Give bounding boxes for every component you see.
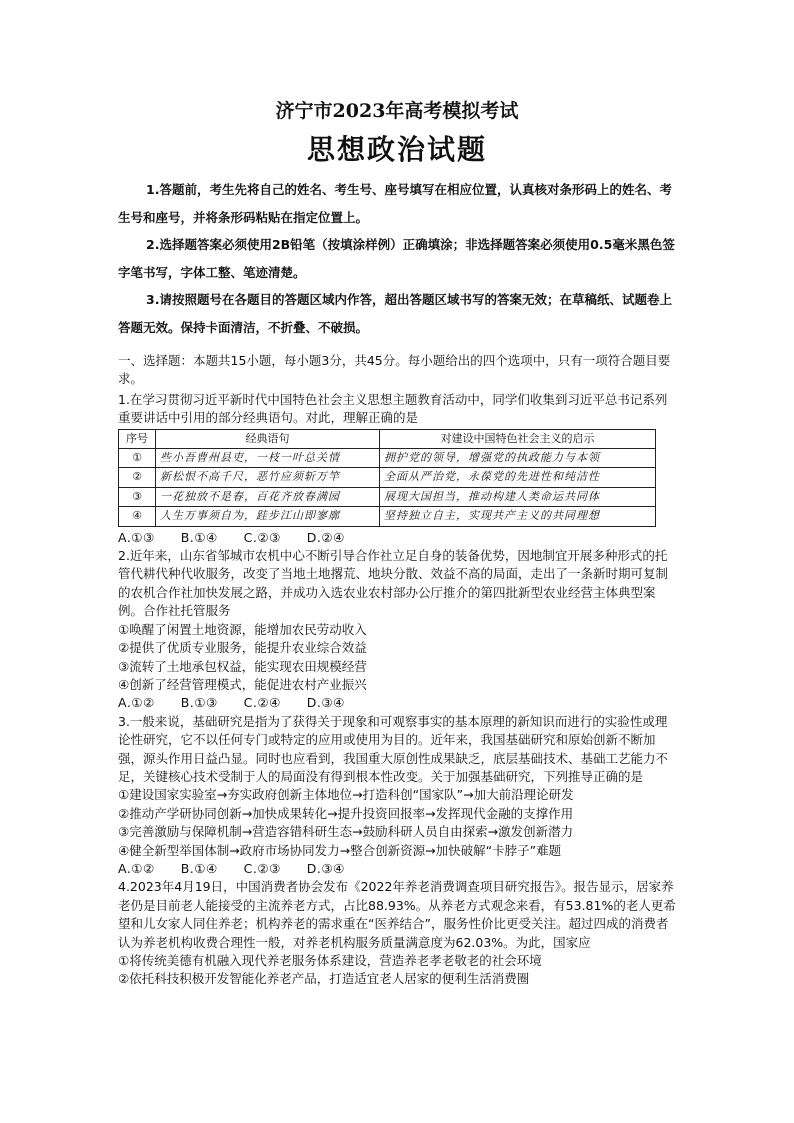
table-cell: 拥护党的领导，增强党的执政能力与本领 (380, 449, 656, 468)
q1-table (118, 429, 656, 527)
q2-options: A.①② B.①③ C.②④ D.③④ (118, 695, 345, 711)
q3-stem: 3.一般来说，基础研究是指为了获得关于现象和可观察事实的基本原理的新知识而进行的实验性或理论性研究，它不以任何专门或特定的应用或使用为目的。近年来，我国基础研究和原始创新不断加强，源头作用日益凸显。同时也应看到，我国重大原创性成果缺乏，底层基础技术、基础工艺能力不足，关键核心技术受制于人的局面没有得到根本性改变。关于加强基础研究，下列推导正确的是 (118, 713, 669, 784)
q2-stem: 2.近年来，山东省邹城市农机中心不断引导合作社立足自身的装备优势，因地制宜开展多种形式的托管代耕代种代收服务，改变了当地土地撂荒、地块分散、效益不高的局面，走出了一条新时期可复制的农机合作社加快发展之路，并成功入选农业农村部办公厅推介的第四批新型农业经营主体典型案例。合作社托管服务 (118, 548, 669, 619)
q2-item: ①唤醒了闲置土地资源，能增加农民劳动收入 (118, 621, 367, 637)
table-cell: 新松恨不高千尺，恶竹应须斩万竿 (156, 468, 380, 487)
table-cell: ③ (119, 487, 156, 506)
q2-item: ③流转了土地承包权益，能实现农田规模经营 (118, 658, 367, 674)
table-cell: 些小吾曹州县吏，一枝一叶总关情 (156, 449, 380, 468)
table-cell: 一花独放不是春，百花齐放春满园 (156, 487, 380, 506)
section-heading: 一、选择题：本题共15小题，每小题3分，共45分。每小题给出的四个选项中，只有一项符合题目要求。 (118, 353, 671, 387)
table-row (119, 507, 656, 526)
table-cell: ② (119, 468, 156, 487)
instruction-1: 1.答题前，考生先将自己的姓名、考生号、座号填写在相应位置，认真核对条形码上的姓名、考生号和座号，并将条形码粘贴在指定位置上。 (118, 182, 672, 225)
q3-item: ③完善激励与保障机制→营造容错科研生态→鼓励科研人员自由探索→激发创新潜力 (118, 824, 574, 840)
table-cell: ④ (119, 507, 156, 526)
q3-options: A.①② B.①④ C.②③ D.③④ (118, 860, 345, 876)
exam-instructions (118, 176, 684, 341)
q3-item: ①建设国家实验室→夯实政府创新主体地位→打造科创“国家队”→加大前沿理论研发 (118, 787, 574, 803)
q4-item: ①将传统美德有机融入现代养老服务体系建设，营造养老孝老敬老的社会环境 (118, 953, 542, 968)
table-cell: 人生万事须自为，跬步江山即寥廓 (156, 507, 380, 526)
col-header-quote: 经典语句 (156, 429, 380, 448)
instruction-3: 3.请按照题号在各题目的答题区域内作答，超出答题区域书写的答案无效；在草稿纸、试题卷上答题无效。保持卡面清洁，不折叠、不破损。 (118, 292, 672, 335)
q2-item: ④创新了经营管理模式，能促进农村产业振兴 (118, 676, 367, 692)
instruction-2: 2.选择题答案必须使用2B铅笔（按填涂样例）正确填涂；非选择题答案必须使用0.5毫米黑色签字笔书写，字体工整、笔迹清楚。 (118, 237, 675, 280)
q2-item: ②提供了优质专业服务，能提升农业综合效益 (118, 640, 367, 656)
table-cell: 全面从严治党，永葆党的先进性和纯洁性 (380, 468, 656, 487)
table-cell: 展现大国担当，推动构建人类命运共同体 (380, 487, 656, 506)
exam-subject: 思想政治试题 (306, 133, 487, 166)
q4-item: ②依托科技积极开发智能化养老产品，打造适宜老人居家的便利生活消费圈 (118, 971, 530, 987)
q4-stem: 4.2023年4月19日，中国消费者协会发布《2022年养老消费调查项目研究报告》。报告显示，居家养老仍是目前老人能接受的主流养老方式，占比88.93%。从养老方式观念来看，有53.81%的老人更希望和儿女家人同住养老；机构养老的需求重在“医养结合”，服务性价比更受关注。超过四成的消费者认为养老机构收费合理性一般，对养老机构服务质量满意度为62.03%。为此，国家应 (118, 879, 676, 950)
table-row (119, 487, 656, 506)
table-row (119, 449, 656, 468)
table-cell: ① (119, 449, 156, 468)
table-header-row (119, 429, 656, 448)
q1-options: A.①③ B.①④ C.②③ D.②④ (118, 529, 345, 545)
q3-item: ②推动产学研协同创新→加快成果转化→提升投资回报率→发挥现代金融的支撑作用 (118, 805, 574, 821)
table-row (119, 468, 656, 487)
exam-title: 济宁市2023年高考模拟考试 (275, 100, 519, 122)
q1-stem: 1.在学习贯彻习近平新时代中国特色社会主义思想主题教育活动中，同学们收集到习近平总书记系列重要讲话中引用的部分经典语句。对此，理解正确的是 (118, 391, 668, 426)
col-header-num: 序号 (119, 429, 156, 448)
questions (118, 352, 678, 989)
col-header-insight: 对建设中国特色社会主义的启示 (380, 429, 656, 448)
table-cell: 坚持独立自主，实现共产主义的共同理想 (380, 507, 656, 526)
q3-item: ④健全新型举国体制→政府市场协同发力→整合创新资源→加快破解“卡脖子”难题 (118, 842, 562, 858)
